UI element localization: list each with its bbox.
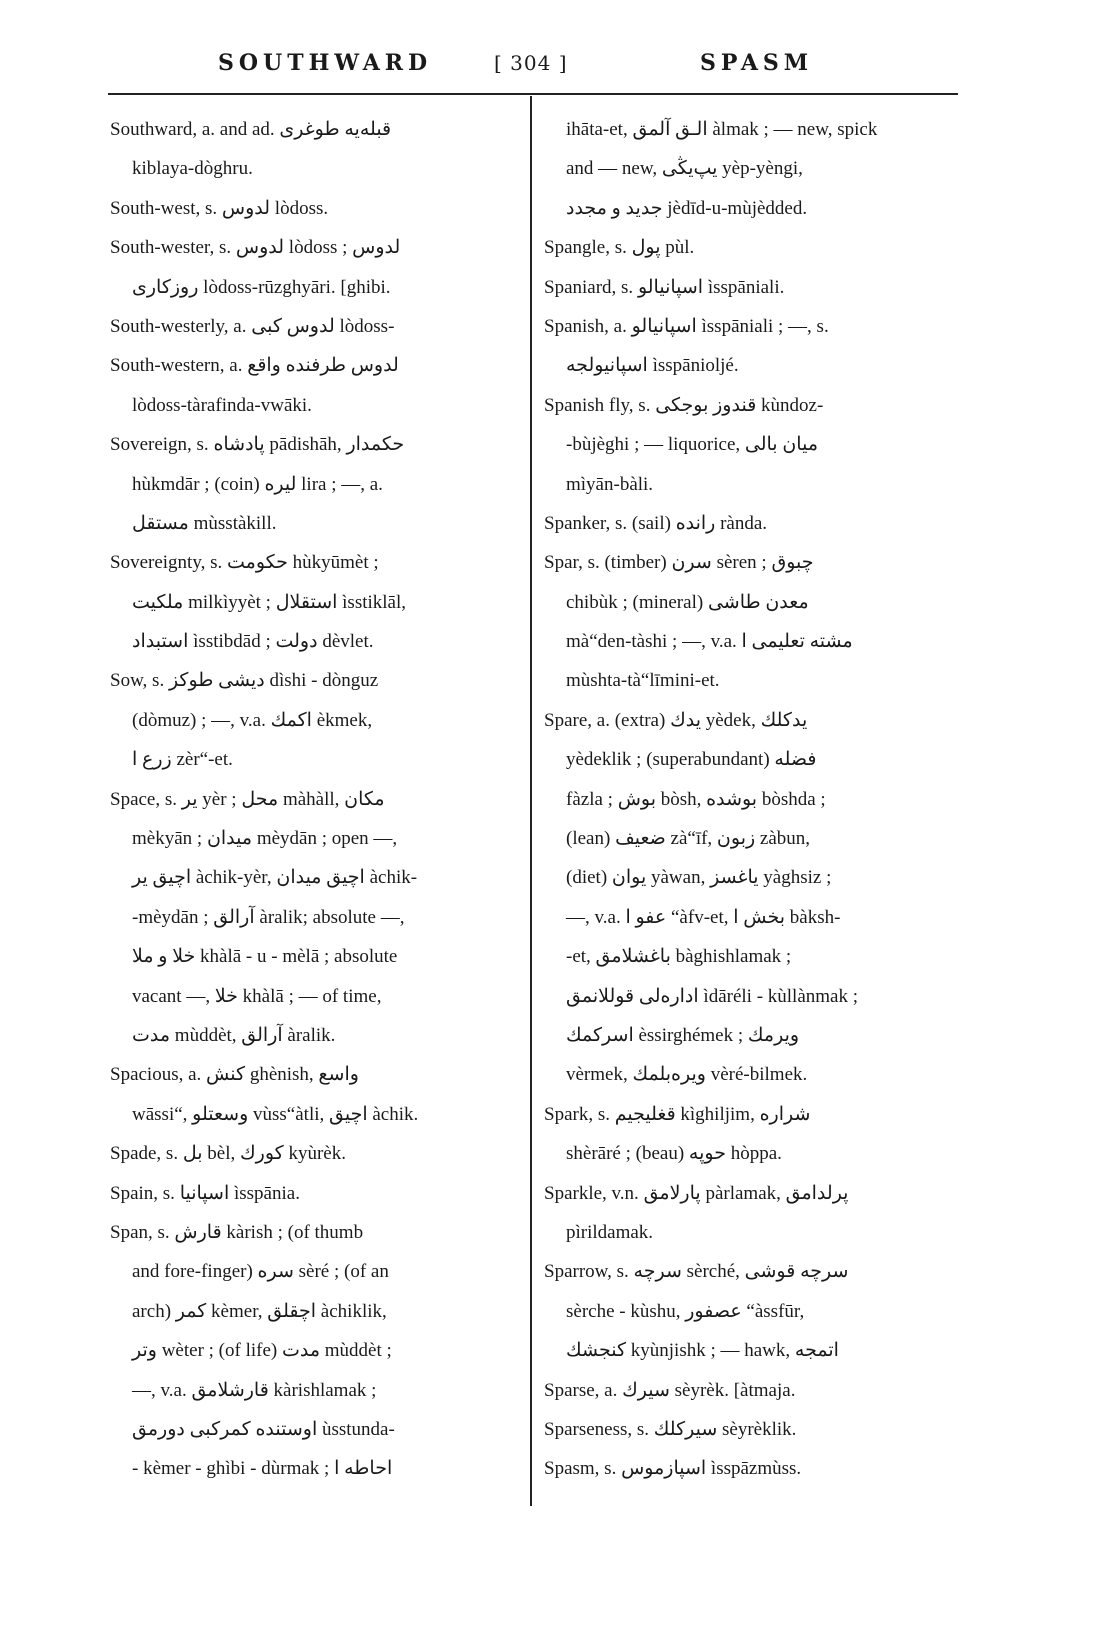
entry-line: Sparse, a. سيرك sèyrèk. [àtmaja.	[544, 1379, 796, 1401]
entry-line: Sovereign, s. پادشاه pādishāh, حكمدار	[110, 434, 405, 456]
entry-line: (dòmuz) ; —, v.a. اكمك èkmek,	[132, 709, 373, 731]
page-number: [ 304 ]	[494, 51, 568, 75]
entry-line: Spaniard, s. اسپانيالو ìsspāniali.	[544, 276, 785, 298]
entry-line: arch) كمر kèmer, اچقلق àchiklik,	[132, 1300, 387, 1322]
entry-line: South-western, a. لدوس طرفنده واقع	[110, 355, 399, 377]
entry-line: اچيق ير àchik-yèr, اچيق ميدان àchik-	[132, 867, 418, 889]
entry-line: Sovereignty, s. حكومت hùkyūmèt ;	[110, 552, 379, 574]
entry-line: sèrche - kùshu, عصفور “àssfūr,	[566, 1300, 805, 1322]
entry-line: اوستنده كمركبى دورمق ùsstunda-	[132, 1418, 395, 1440]
header-right-word: SPASM	[700, 50, 814, 76]
entry-line: Span, s. قارش kàrish ; (of thumb	[110, 1221, 364, 1243]
entry-line: yèdeklik ; (superabundant) فضله	[566, 749, 817, 771]
entry-line: - kèmer - ghìbi - dùrmak ; احاطه ا	[132, 1458, 393, 1480]
entry-line: روزكارى lòdoss-rūzghyāri. [ghibi.	[132, 276, 391, 298]
entry-line: Spar, s. (timber) سرن sèren ; چبوق	[544, 552, 814, 574]
entry-line: Spasm, s. اسپازموس ìsspāzmùss.	[544, 1458, 802, 1480]
entry-line: -et, باغشلامق bàghishlamak ;	[566, 946, 792, 968]
entry-line: وتر wèter ; (of life) مدت mùddèt ;	[132, 1340, 392, 1362]
entry-line: اسركمك èssirghémek ; ويرمك	[566, 1024, 800, 1046]
entry-line: Spangle, s. پول pùl.	[544, 237, 695, 259]
entry-line: (lean) ضعيف zà“īf, زبون zàbun,	[566, 828, 811, 850]
entry-line: chibùk ; (mineral) معدن طاشى	[566, 591, 809, 613]
entry-line: جديد و مجدد jèdīd-u-mùjèdded.	[566, 197, 808, 219]
entry-line: and — new, يپ‌يڭى yèp-yèngi,	[566, 158, 803, 180]
column-divider	[530, 96, 532, 1506]
entry-line: -bùjèghi ; — liquorice, ميان بالى	[566, 434, 818, 456]
entry-line: مستقل mùsstàkill.	[132, 512, 277, 534]
entry-line: and fore-finger) سره sèré ; (of an	[132, 1261, 389, 1283]
entry-line: اداره‌لى قوللانمق ìdāréli - kùllànmak ;	[566, 985, 859, 1007]
left-column	[110, 110, 522, 1489]
entry-line: mìyān-bàli.	[566, 473, 654, 495]
entry-line: خلا و ملا khàlā - u - mèlā ; absolute	[132, 946, 398, 968]
entry-line: wāssi“, وسعتلو vùss“àtli, اچيق àchik.	[132, 1103, 419, 1125]
entry-line: hùkmdār ; (coin) ليره lira ; —, a.	[132, 473, 383, 495]
entry-line: (diet) يوان yàwan, ياغسز yàghsiz ;	[566, 867, 832, 889]
entry-line: Sparseness, s. سيركلك sèyrèklik.	[544, 1418, 797, 1440]
entry-line: pìrildamak.	[566, 1221, 654, 1243]
entry-line: South-wester, s. لدوس lòdoss ; لدوس	[110, 237, 401, 259]
entry-line: -mèydān ; آرالق àralik; absolute —,	[132, 906, 405, 928]
entry-line: Spark, s. قغليجيم kìghiljim, شراره	[544, 1103, 811, 1125]
entry-line: mèkyān ; ميدان mèydān ; open —,	[132, 828, 398, 850]
entry-line: Spanish, a. اسپانيالو ìsspāniali ; —, s.	[544, 315, 829, 337]
entry-line: زرع ا zèr“-et.	[132, 749, 233, 771]
entry-line: mùshta-tà“līmini-et.	[566, 670, 720, 692]
right-column	[544, 110, 956, 1489]
entry-line: Southward, a. and ad. قبله‌يه طوغرى	[110, 119, 392, 140]
entry-line: —, v.a. عفو ا “àfv-et, بخش ا bàksh-	[566, 906, 841, 928]
entry-line: —, v.a. قارشلامق kàrishlamak ;	[132, 1379, 377, 1401]
entry-line: South-west, s. لدوس lòdoss.	[110, 197, 329, 219]
header-left-word: SOUTHWARD	[218, 50, 433, 76]
entry-line: مدت mùddèt, آرالق àralik.	[132, 1024, 336, 1046]
entry-line: Sparrow, s. سرچه sèrché, سرچه قوشى	[544, 1261, 849, 1283]
entry-line: Spanker, s. (sail) رانده rànda.	[544, 512, 768, 534]
entry-line: vèrmek, ويره‌بلمك vèré-bilmek.	[566, 1064, 808, 1086]
entry-line: Spain, s. اسپانيا ìsspānia.	[110, 1182, 300, 1204]
entry-line: اسپانيولجه ìsspānioljé.	[566, 355, 739, 377]
entry-line: استبداد ìsstibdād ; دولت dèvlet.	[132, 631, 374, 653]
entry-line: lòdoss-tàrafinda-vwāki.	[132, 394, 312, 416]
entry-line: shèrāré ; (beau) حوپه hòppa.	[566, 1143, 782, 1165]
entry-line: Spanish fly, s. قندوز بوجكى kùndoz-	[544, 394, 824, 416]
entry-line: fàzla ; بوش bòsh, بوشده bòshda ;	[566, 788, 826, 810]
header-rule	[108, 93, 958, 95]
entry-line: Spade, s. بل bèl, كورك kyùrèk.	[110, 1143, 346, 1165]
entry-line: Spare, a. (extra) يدك yèdek, يدكلك	[544, 709, 808, 731]
entry-line: ihāta-et, الـق آلمق àlmak ; — new, spick	[566, 119, 878, 140]
entry-line: South-westerly, a. لدوس كبى lòdoss-	[110, 315, 395, 337]
entry-line: ملكيت milkìyyèt ; استقلال ìsstiklāl,	[132, 591, 407, 613]
entry-line: mà“den-tàshi ; —, v.a. مشته تعليمى ا	[566, 631, 853, 653]
entry-line: Space, s. ير yèr ; محل màhàll, مكان	[110, 788, 385, 810]
entry-line: Spacious, a. كنش ghènish, واسع	[110, 1064, 359, 1086]
entry-line: Sparkle, v.n. پارلامق pàrlamak, پرلدامق	[544, 1182, 849, 1204]
entry-line: vacant —, خلا khàlā ; — of time,	[132, 985, 382, 1007]
entry-line: Sow, s. ديشى طوكز dìshi - dònguz	[110, 670, 379, 692]
entry-line: kiblaya-dòghru.	[132, 158, 253, 180]
entry-line: كنجشك kyùnjishk ; — hawk, اتمجه	[566, 1340, 839, 1362]
